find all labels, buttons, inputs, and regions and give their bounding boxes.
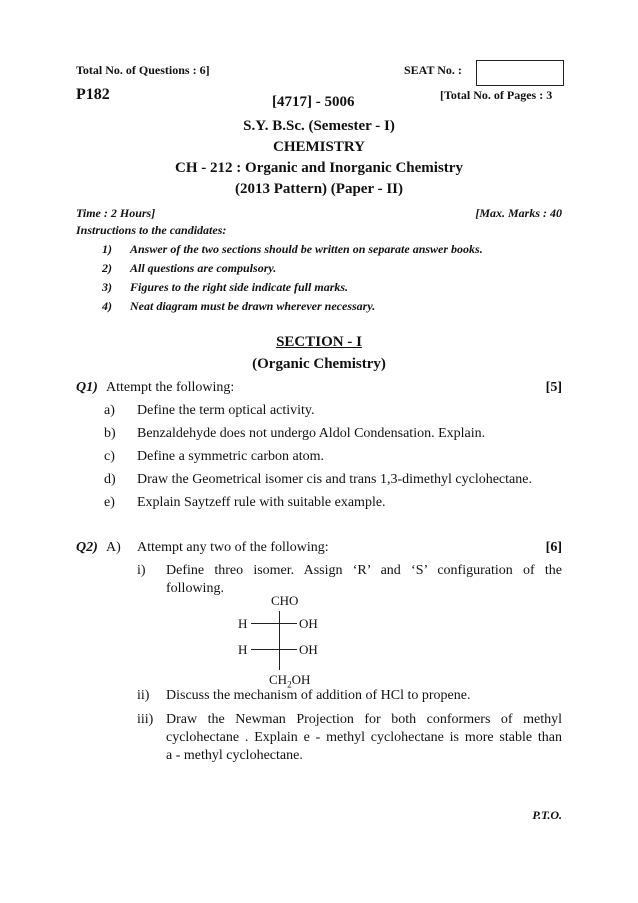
- seat-no-label: SEAT No. :: [404, 63, 462, 77]
- pattern-title: (2013 Pattern) (Paper - II): [234, 181, 403, 197]
- instruction-text: Answer of the two sections should be written on separate answer books.: [130, 242, 483, 256]
- q2-item-line: Draw the Newman Projection for both conformers of methyl: [166, 712, 562, 727]
- fischer-right-2: OH: [299, 642, 318, 657]
- fischer-bottom-sub: 2: [287, 679, 292, 690]
- q1-item-text: Draw the Geometrical isomer cis and trans 1,3-dimethyl cyclohectane.: [137, 472, 532, 487]
- fischer-bottom-group: [269, 672, 310, 690]
- q1-item-label: b): [104, 426, 116, 441]
- total-questions: Total No. of Questions : 6]: [76, 63, 210, 77]
- q2-item-line: cyclohectane . Explain e - methyl cyclohectane is more stable than: [166, 730, 562, 745]
- q1-item-text: Define a symmetric carbon atom.: [137, 449, 324, 464]
- course-title: S.Y. B.Sc. (Semester - I): [243, 118, 395, 134]
- exam-code: [4717] - 5006: [272, 94, 355, 110]
- q2-number: Q2): [76, 540, 98, 555]
- instruction-number: 2): [102, 261, 112, 275]
- q2-item-line: Discuss the mechanism of addition of HCl to propene.: [166, 688, 471, 703]
- section-title: SECTION - I: [276, 334, 362, 350]
- q2-item-line: Define threo isomer. Assign ‘R’ and ‘S’ configuration of the: [166, 563, 562, 578]
- q2-text: Attempt any two of the following:: [137, 540, 329, 555]
- instruction-number: 3): [102, 280, 112, 294]
- paper-code: P182: [76, 86, 110, 103]
- section-subtitle: (Organic Chemistry): [252, 356, 386, 372]
- instruction-text: Figures to the right side indicate full marks.: [130, 280, 349, 294]
- q1-marks: [5]: [545, 380, 562, 395]
- instruction-number: 1): [102, 242, 112, 256]
- q2-item-label: ii): [137, 688, 150, 703]
- fischer-top-group: CHO: [271, 593, 299, 608]
- fischer-left-2: H: [238, 642, 248, 657]
- q2-item-label: iii): [137, 712, 154, 727]
- q2-item-line: following.: [166, 581, 224, 596]
- q2-item-line: a - methyl cyclohectane.: [166, 748, 303, 763]
- fischer-left-1: H: [238, 616, 248, 631]
- fischer-horizontal-bond-2: [251, 649, 297, 650]
- q1-number: Q1): [76, 380, 98, 395]
- instruction-number: 4): [102, 299, 112, 313]
- fischer-vertical-bond: [279, 611, 280, 670]
- q1-text: Attempt the following:: [106, 380, 235, 395]
- fischer-horizontal-bond-1: [251, 623, 297, 624]
- q1-item-label: c): [104, 449, 115, 464]
- total-pages: [Total No. of Pages : 3: [440, 88, 553, 102]
- paper-title: CH - 212 : Organic and Inorganic Chemistry: [175, 160, 463, 176]
- instruction-text: All questions are compulsory.: [130, 261, 277, 275]
- q1-item-label: a): [104, 403, 115, 418]
- q2-item-label: i): [137, 563, 146, 578]
- fischer-bottom-end: OH: [291, 672, 311, 687]
- q1-item-text: Benzaldehyde does not undergo Aldol Condensation. Explain.: [137, 426, 486, 441]
- time-label: Time : 2 Hours]: [76, 206, 156, 220]
- q1-item-label: e): [104, 495, 115, 510]
- instruction-text: Neat diagram must be drawn wherever necessary.: [130, 299, 376, 313]
- fischer-right-1: OH: [299, 616, 318, 631]
- instructions-heading: Instructions to the candidates:: [76, 223, 227, 237]
- q1-item-text: Define the term optical activity.: [137, 403, 315, 418]
- pto-label: P.T.O.: [532, 808, 562, 822]
- q2-part: A): [106, 540, 121, 555]
- subject-title: CHEMISTRY: [273, 139, 365, 155]
- q2-marks: [6]: [545, 540, 562, 555]
- fischer-bottom-main: CH: [269, 672, 288, 687]
- q1-item-label: d): [104, 472, 116, 487]
- max-marks-label: [Max. Marks : 40: [475, 206, 562, 220]
- q1-item-text: Explain Saytzeff rule with suitable example.: [137, 495, 386, 510]
- seat-no-box[interactable]: [476, 60, 564, 86]
